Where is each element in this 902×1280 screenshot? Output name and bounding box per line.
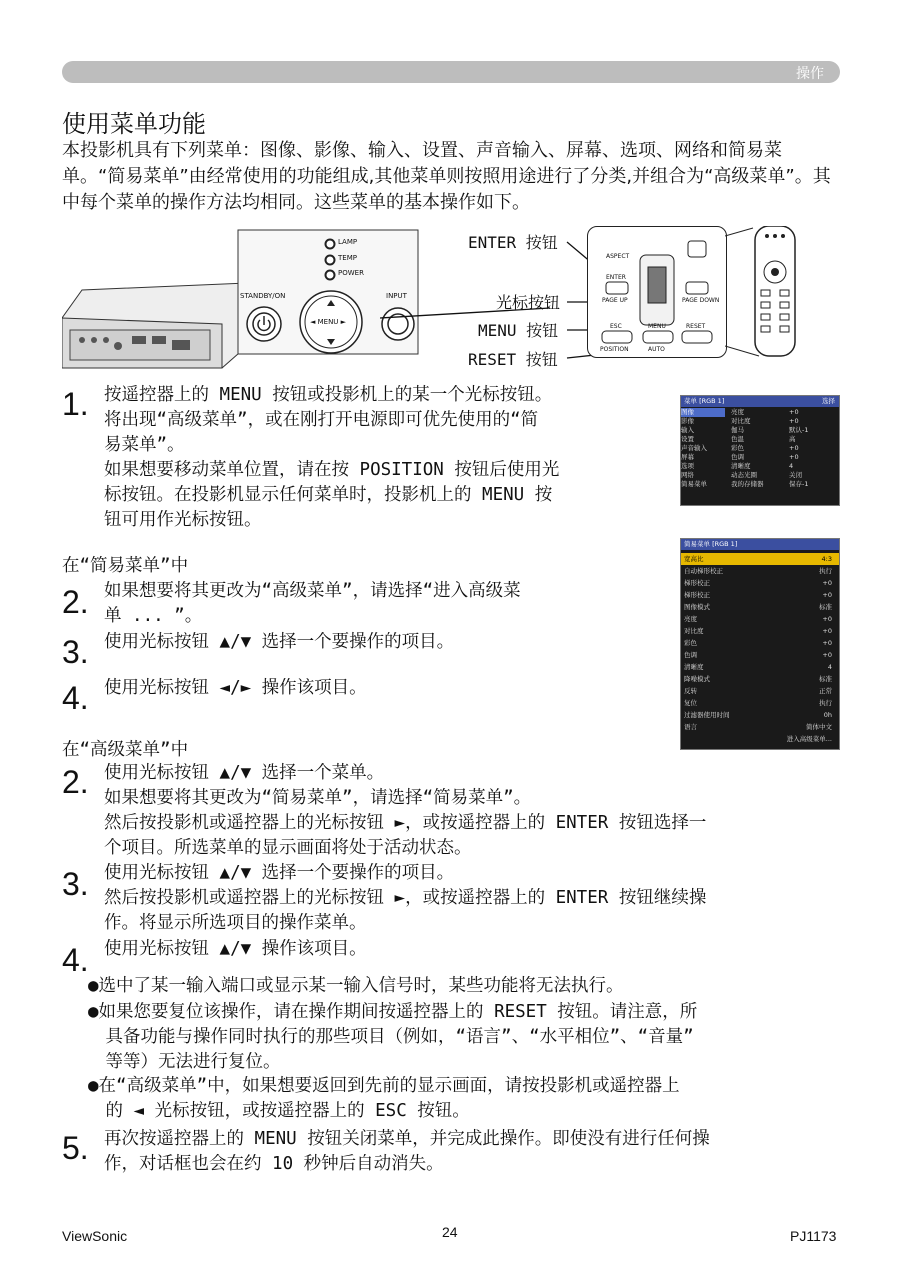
page-title: 使用菜单功能	[62, 110, 206, 138]
menu-item: 图像	[681, 408, 725, 417]
easy-menu-item-name: 彩色	[684, 639, 697, 647]
easy-menu-item-name: 对比度	[684, 627, 704, 635]
setting-name: 伽马	[731, 426, 744, 434]
easy-menu-item-name: 过滤器使用时间	[684, 711, 730, 719]
menu-item: 简易菜单	[681, 480, 707, 488]
easy-menu-row	[681, 721, 839, 733]
easy-menu-item-value: 进入高级菜单...	[786, 735, 832, 743]
setting-value: +0	[789, 408, 799, 416]
menu-item: 网络	[681, 471, 694, 479]
enter-key: ENTER	[606, 274, 626, 281]
menu-key: MENU	[648, 323, 666, 330]
step-number: 3.	[62, 634, 89, 670]
easy-step-4-text: 使用光标按钮 ◄/► 操作该项目。	[104, 678, 367, 698]
menu-item: 选项	[681, 462, 694, 470]
easy-menu-item-value: 正常	[819, 687, 832, 695]
setting-value: 4	[789, 462, 794, 470]
reset-key: RESET	[686, 323, 706, 330]
section-bar	[62, 61, 840, 83]
easy-menu-item-name: 图像模式	[684, 603, 710, 611]
easy-menu-row	[681, 553, 839, 565]
easy-menu-item-name: 降噪模式	[684, 675, 710, 683]
easy-menu-item-name: 亮度	[684, 615, 697, 623]
easy-menu-item-value: 4	[827, 663, 832, 671]
input-button-label: INPUT	[386, 292, 407, 300]
step-1-text: 按遥控器上的 MENU 按钮或投影机上的某一个光标按钮。 将出现“高级菜单”，或在刚打开电源即可优先使用的“简 易菜单”。 如果想要移动菜单位置，请在按 POSITION 按钮后使用光 标按钮。在投影机显示任何菜单时，投影机上的 MENU 按 钮可用作光标按钮。	[104, 385, 560, 530]
easy-menu-item-value: +0	[822, 627, 832, 635]
power-indicator-label: POWER	[338, 269, 364, 277]
easy-menu-item-name: 反转	[684, 687, 697, 695]
easy-menu-item-value: +0	[822, 579, 832, 587]
position-key: POSITION	[600, 346, 629, 353]
page-down-key: PAGE DOWN	[682, 297, 720, 304]
easy-step-3-text: 使用光标按钮 ▲/▼ 选择一个要操作的项目。	[104, 632, 455, 652]
callout-enter: ENTER 按钮	[468, 233, 558, 252]
standby-button-label: STANDBY/ON	[240, 292, 286, 300]
lamp-indicator-label: LAMP	[338, 238, 358, 246]
advanced-menu-heading: 在“高级菜单”中	[62, 740, 189, 760]
easy-menu-item-value: 0h	[823, 711, 832, 719]
callout-menu: MENU 按钮	[478, 321, 559, 340]
callout-reset: RESET 按钮	[468, 350, 558, 369]
step-number: 1.	[62, 386, 89, 422]
easy-menu-row	[681, 601, 839, 613]
footer-brand: ViewSonic	[62, 1228, 128, 1244]
menu-item: 输入	[681, 426, 694, 434]
step-number: 2.	[62, 584, 89, 620]
easy-menu-row	[681, 613, 839, 625]
easy-menu-row	[681, 637, 839, 649]
menu-button-label: ◄ MENU ►	[310, 318, 347, 326]
easy-step-2-text: 如果想要将其更改为“高级菜单”，请选择“进入高级菜 单 ... ”。	[104, 581, 521, 626]
menu-item: 声音输入	[681, 444, 707, 452]
setting-value: +0	[789, 453, 799, 461]
easy-menu-row	[681, 733, 839, 745]
easy-menu-item-name: 梯形校正	[684, 591, 710, 599]
setting-name: 亮度	[731, 408, 744, 416]
step-number: 4.	[62, 942, 89, 978]
aspect-key: ASPECT	[606, 253, 630, 260]
easy-menu-item-value: +0	[822, 639, 832, 647]
easy-menu-row	[681, 625, 839, 637]
easy-menu-row	[681, 577, 839, 589]
intro-paragraph: 本投影机具有下列菜单：图像、影像、输入、设置、声音输入、屏幕、选项、网络和简易菜单。“简易菜单”由经常使用的功能组成,其他菜单则按照用途进行了分类,并组合为“高级菜单”。其中每个菜单的操作方法均相同。这些菜单的基本操作如下。	[62, 140, 831, 213]
setting-value: 保存-1	[789, 480, 809, 488]
advanced-step-2-text: 使用光标按钮 ▲/▼ 选择一个菜单。 如果想要将其更改为“简易菜单”，请选择“简易菜单”。 然后按投影机或遥控器上的光标按钮 ►，或按遥控器上的 ENTER 按钮选择一 个项目。所选菜单的显示画面将处于活动状态。	[104, 763, 707, 858]
setting-name: 清晰度	[731, 462, 751, 470]
note-bullet-3: ●在“高级菜单”中，如果想要返回到先前的显示画面，请按投影机或遥控器上 的 ◄ 光标按钮，或按遥控器上的 ESC 按钮。	[88, 1076, 680, 1121]
esc-key: ESC	[610, 323, 622, 330]
easy-menu-screenshot	[680, 538, 840, 750]
footer-model: PJ1173	[790, 1228, 837, 1244]
note-bullet-2: ●如果您要复位该操作，请在操作期间按遥控器上的 RESET 按钮。请注意，所 具备功能与操作同时执行的那些项目（例如，“语言”、“水平相位”、“音量” 等等）无法进行复位。	[88, 1002, 698, 1072]
remote-closeup	[587, 226, 727, 358]
setting-value: 高	[789, 435, 796, 443]
easy-menu-item-name: 宽高比	[684, 555, 704, 563]
step-5-text: 再次按遥控器上的 MENU 按钮关闭菜单，并完成此操作。即使没有进行任何操 作，对话框也会在约 10 秒钟后自动消失。	[104, 1129, 710, 1174]
easy-menu-item-value: 标准	[819, 603, 832, 611]
easy-menu-item-value: 标准	[819, 675, 832, 683]
setting-name: 对比度	[731, 417, 751, 425]
easy-menu-row	[681, 589, 839, 601]
setting-value: +0	[789, 417, 799, 425]
menu-item: 影像	[681, 417, 694, 425]
advanced-menu-screenshot	[680, 395, 840, 506]
step-number: 4.	[62, 680, 89, 716]
easy-menu-row	[681, 685, 839, 697]
step-number: 3.	[62, 866, 89, 902]
easy-menu-row	[681, 709, 839, 721]
page-up-key: PAGE UP	[602, 297, 628, 304]
easy-menu-item-value: 执行	[819, 699, 832, 707]
section-label: 操作	[796, 66, 824, 82]
advanced-step-4-text: 使用光标按钮 ▲/▼ 操作该项目。	[104, 939, 367, 959]
setting-name: 色温	[731, 435, 744, 443]
easy-menu-item-name: 复位	[684, 699, 697, 707]
easy-menu-row	[681, 697, 839, 709]
step-number: 5.	[62, 1130, 89, 1166]
easy-menu-item-name: 色调	[684, 651, 697, 659]
page-number: 24	[442, 1224, 458, 1240]
easy-menu-item-value: +0	[822, 651, 832, 659]
menu-item: 设置	[681, 435, 694, 443]
setting-value: 默认-1	[789, 426, 809, 434]
callout-cursor: 光标按钮	[496, 293, 561, 312]
setting-name: 我的存储器	[731, 480, 764, 488]
auto-key: AUTO	[648, 346, 665, 353]
setting-name: 色调	[731, 453, 744, 461]
step-number: 2.	[62, 764, 89, 800]
easy-menu-item-value: 简体中文	[806, 723, 832, 731]
easy-menu-item-name: 语言	[684, 723, 697, 731]
easy-menu-item-value: 4:3	[821, 555, 832, 563]
easy-menu-row	[681, 673, 839, 685]
easy-menu-row	[681, 565, 839, 577]
setting-name: 动态光圈	[731, 471, 757, 479]
easy-menu-row	[681, 661, 839, 673]
easy-menu-item-value: +0	[822, 615, 832, 623]
easy-menu-item-value: 执行	[819, 567, 832, 575]
note-bullet-1: ●选中了某一输入端口或显示某一输入信号时，某些功能将无法执行。	[88, 976, 624, 996]
select-hint: 选择	[822, 397, 835, 405]
advanced-menu-title: 菜单 [RGB 1] 选择	[681, 396, 839, 407]
easy-menu-row	[681, 649, 839, 661]
easy-menu-heading: 在“简易菜单”中	[62, 556, 189, 576]
remote-full	[725, 226, 805, 358]
easy-menu-title: 简易菜单 [RGB 1]	[681, 539, 839, 550]
easy-menu-item-name: 清晰度	[684, 663, 704, 671]
setting-value: +0	[789, 444, 799, 452]
setting-name: 彩色	[731, 444, 744, 452]
easy-menu-item-name: 梯形校正	[684, 579, 710, 587]
menu-item: 屏幕	[681, 453, 694, 461]
temp-indicator-label: TEMP	[338, 254, 357, 262]
setting-value: 关闭	[789, 471, 802, 479]
easy-menu-item-name: 自动梯形校正	[684, 567, 723, 575]
advanced-step-3-text: 使用光标按钮 ▲/▼ 选择一个要操作的项目。 然后按投影机或遥控器上的光标按钮 ►，或按遥控器上的 ENTER 按钮继续操 作。将显示所选项目的操作菜单。	[104, 863, 707, 933]
easy-menu-item-value: +0	[822, 591, 832, 599]
